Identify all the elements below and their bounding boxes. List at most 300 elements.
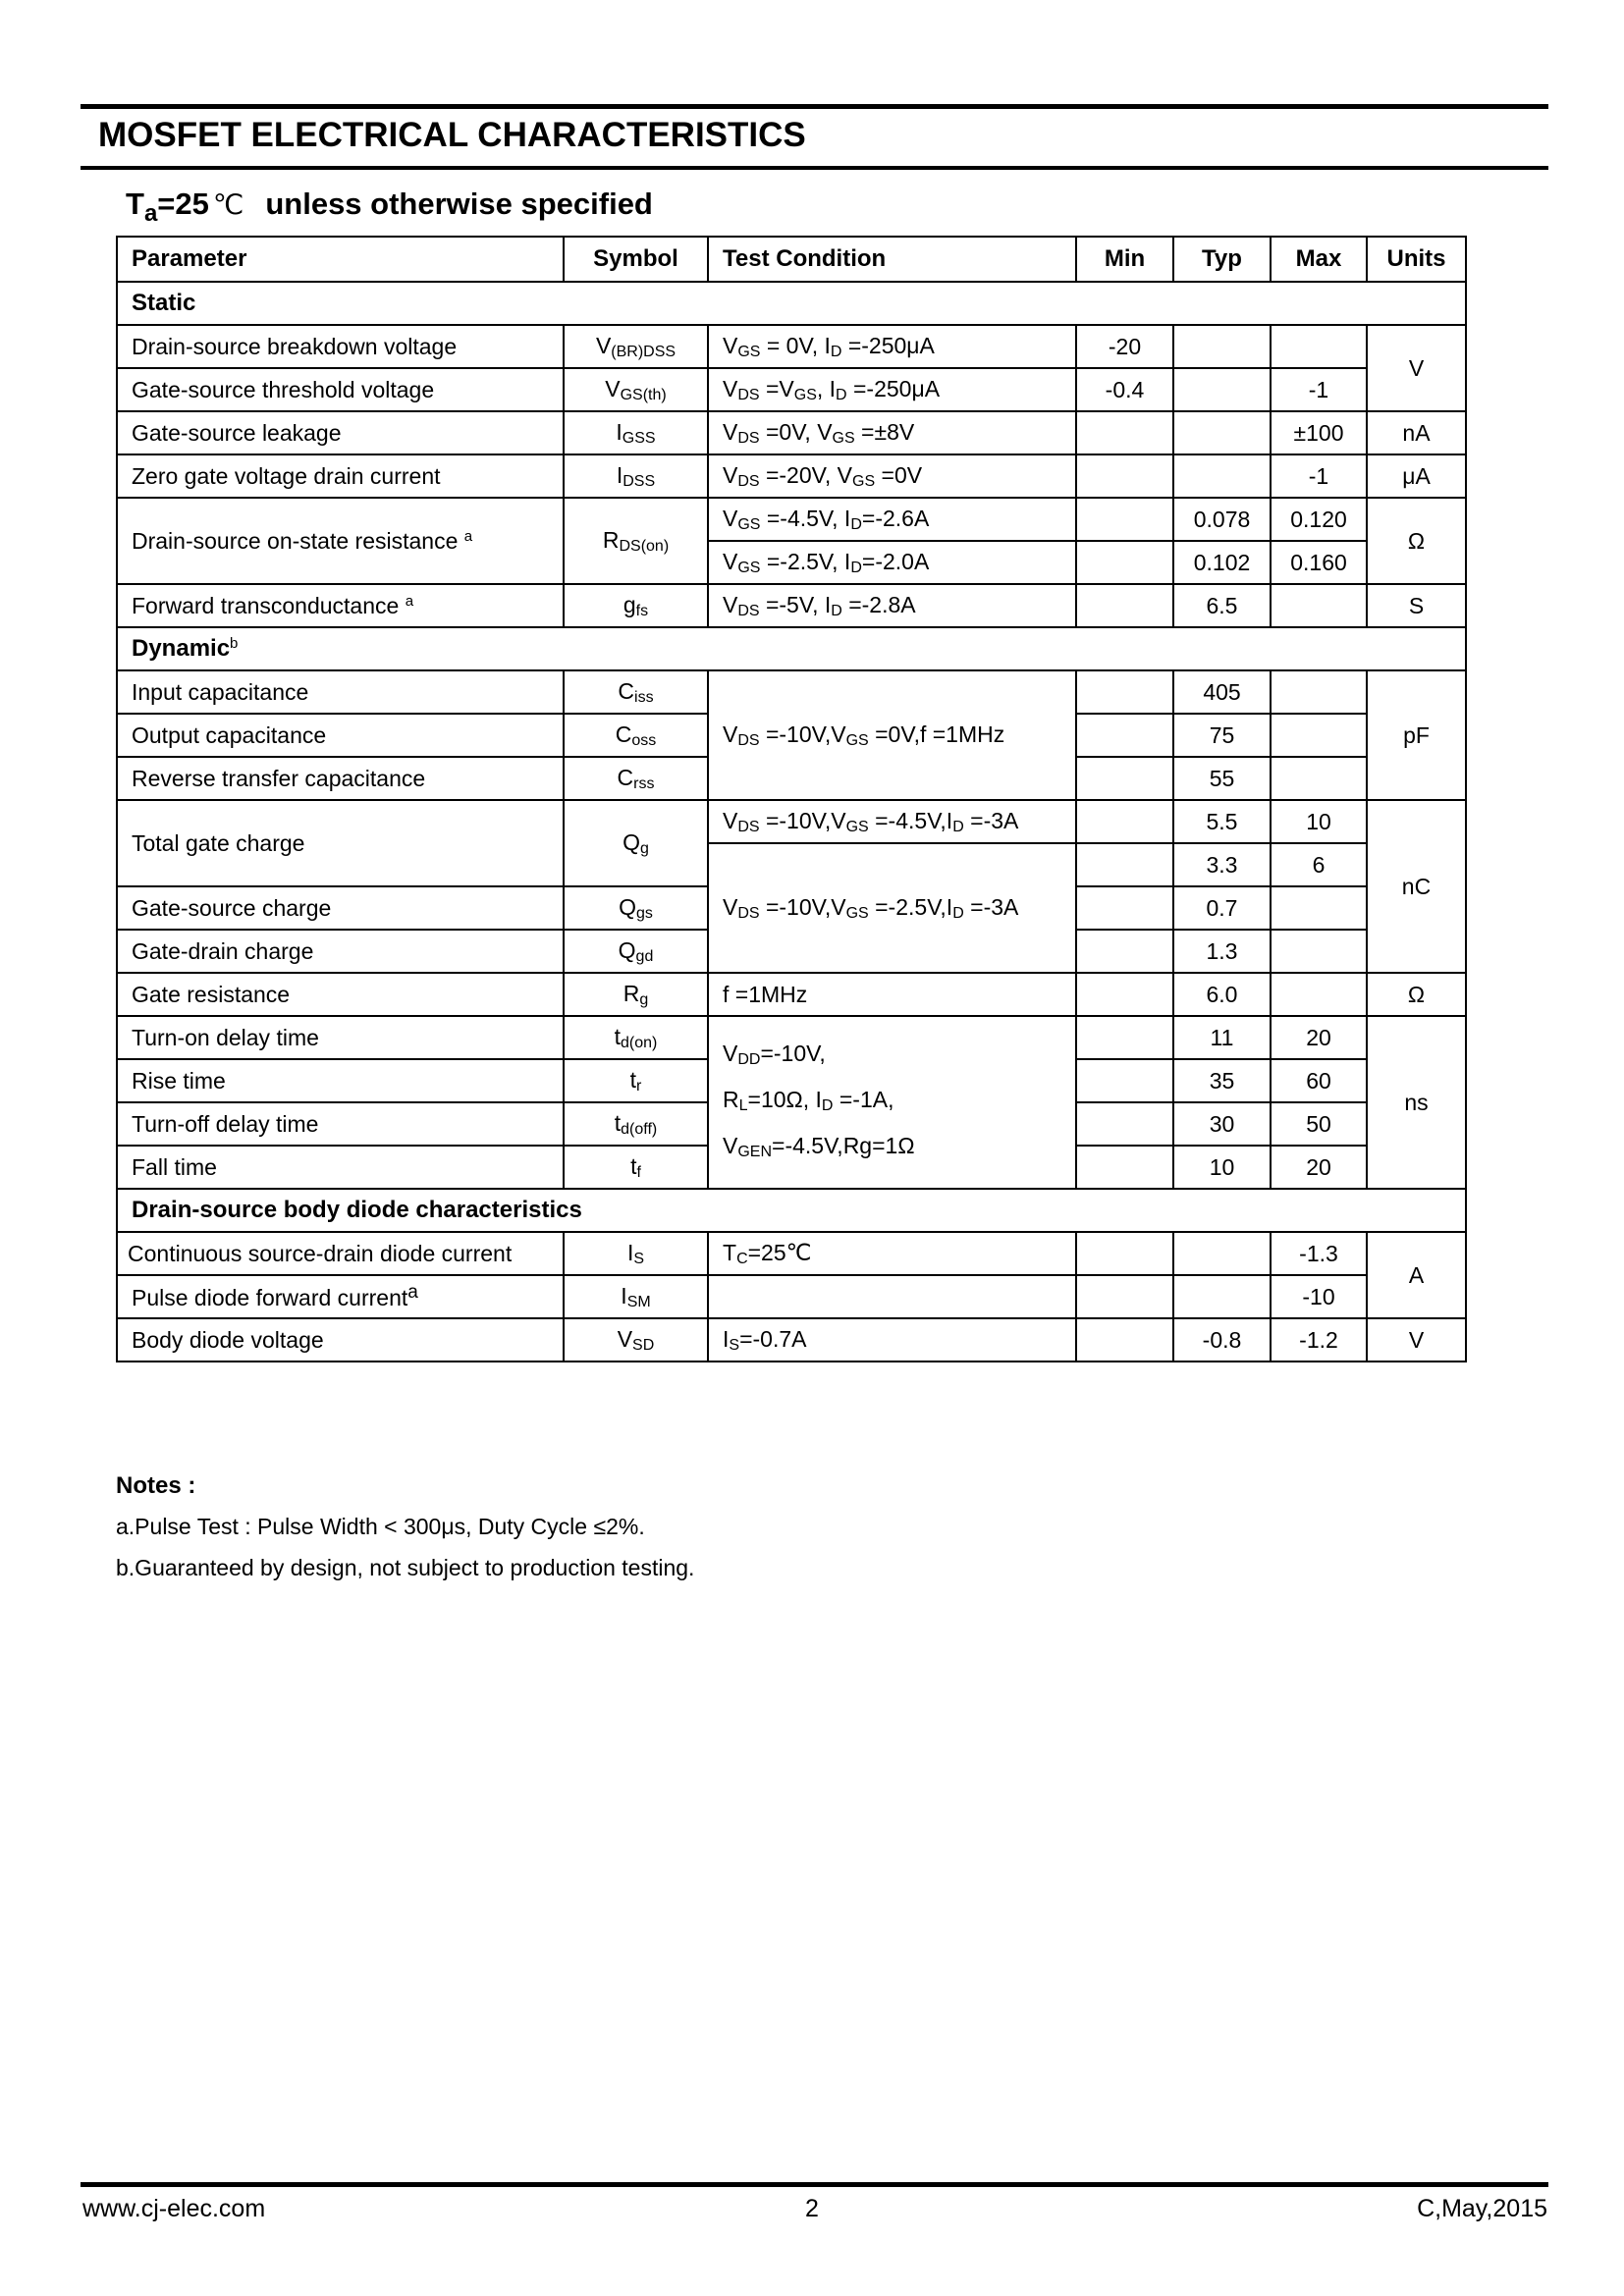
condition-text: V <box>723 893 738 920</box>
symbol-cell <box>564 886 708 930</box>
symbol-cell <box>564 714 708 757</box>
symbol-main: t <box>630 1152 637 1179</box>
typ-cell: 0.7 <box>1173 886 1271 930</box>
max-cell <box>1271 325 1367 368</box>
section-title: Drain-source body diode characteristics <box>117 1189 1466 1232</box>
param-text: Forward transconductance <box>132 592 400 618</box>
note-a: a.Pulse Test : Pulse Width < 300μs, Duty Cycle ≤2%. <box>116 1514 645 1539</box>
symbol-main: Q <box>619 893 636 920</box>
condition-cell <box>708 1275 1076 1318</box>
col-header-typ: Typ <box>1173 237 1271 282</box>
max-cell: 60 <box>1271 1059 1367 1102</box>
units-cell: pF <box>1367 670 1466 800</box>
param-cell: Gate-drain charge <box>117 930 564 973</box>
symbol-subscript: iss <box>634 688 654 706</box>
condition-subscript: S <box>729 1336 740 1354</box>
units-cell: nA <box>1367 411 1466 454</box>
condition-text: =-250μA <box>841 332 935 358</box>
notes-section <box>116 1472 694 1596</box>
min-cell <box>1076 1059 1173 1102</box>
max-cell: -1 <box>1271 454 1367 498</box>
symbol-subscript: g <box>639 839 649 857</box>
symbol-main: t <box>629 1066 637 1093</box>
units-cell: A <box>1367 1232 1466 1318</box>
max-cell <box>1271 757 1367 800</box>
condition-subscript: D <box>952 818 964 835</box>
symbol-main: Q <box>618 936 636 963</box>
min-cell <box>1076 411 1173 454</box>
param-cell: Gate resistance <box>117 973 564 1016</box>
footnote-marker: a <box>405 592 414 610</box>
condition-text: =V <box>759 375 794 401</box>
param-cell: Continuous source-drain diode current <box>117 1232 564 1275</box>
table-row <box>117 584 1466 627</box>
condition-subscript: GS <box>737 515 761 533</box>
min-cell <box>1076 670 1173 714</box>
title-underline <box>81 166 1548 170</box>
symbol-cell <box>564 368 708 411</box>
min-cell <box>1076 454 1173 498</box>
symbol-subscript: gs <box>635 904 653 922</box>
condition-text: =-10V,V <box>759 721 846 747</box>
typ-cell: 11 <box>1173 1016 1271 1059</box>
condition-line <box>723 1126 1061 1172</box>
param-cell: Gate-source leakage <box>117 411 564 454</box>
symbol-cell <box>564 1275 708 1318</box>
condition-subscript: D <box>821 1096 834 1114</box>
min-cell <box>1076 1016 1173 1059</box>
symbol-main: I <box>626 1239 634 1265</box>
typ-cell <box>1173 1275 1271 1318</box>
symbol-cell <box>564 498 708 584</box>
condition-text: V <box>723 721 738 747</box>
section-title: Static <box>117 282 1466 325</box>
table-row <box>117 800 1466 843</box>
param-text: Drain-source on-state resistance <box>132 527 459 554</box>
footer-page-number: 2 <box>805 2195 819 2222</box>
symbol-cell <box>564 1318 708 1362</box>
min-cell <box>1076 930 1173 973</box>
symbol-subscript: S <box>633 1250 645 1267</box>
condition-text: =0V, V <box>759 418 833 445</box>
condition-text: =-4.5V,Rg=1Ω <box>772 1132 915 1158</box>
condition-subscript: D <box>830 343 842 360</box>
condition-line <box>723 1034 1061 1080</box>
col-header-max: Max <box>1271 237 1367 282</box>
max-cell: 50 <box>1271 1102 1367 1146</box>
units-cell: S <box>1367 584 1466 627</box>
units-cell: μA <box>1367 454 1466 498</box>
condition-text: =-10V,V <box>759 807 846 833</box>
typ-cell: 3.3 <box>1173 843 1271 886</box>
condition-subscript: D <box>831 602 842 619</box>
symbol-subscript: rss <box>633 774 655 792</box>
param-cell: Turn-on delay time <box>117 1016 564 1059</box>
condition-subscript: D <box>952 904 964 922</box>
symbol-main: V <box>617 1325 633 1352</box>
condition-cell <box>708 670 1076 800</box>
condition-text: , I <box>816 375 837 401</box>
param-cell <box>117 498 564 584</box>
table-row <box>117 973 1466 1016</box>
typ-cell: 6.5 <box>1173 584 1271 627</box>
typ-cell: 405 <box>1173 670 1271 714</box>
section-row-dynamic <box>117 627 1466 670</box>
condition-text: =-3A <box>963 807 1019 833</box>
typ-cell <box>1173 325 1271 368</box>
condition-text: =-10V, <box>760 1040 826 1066</box>
min-cell <box>1076 843 1173 886</box>
condition-subscript: GS <box>793 386 817 403</box>
min-cell <box>1076 498 1173 541</box>
table-row <box>117 1275 1466 1318</box>
condition-text: V <box>723 332 738 358</box>
min-cell <box>1076 1102 1173 1146</box>
condition-cell <box>708 411 1076 454</box>
page-title: MOSFET ELECTRICAL CHARACTERISTICS <box>98 116 806 154</box>
condition-subscript: DS <box>737 429 760 447</box>
condition-cell <box>708 368 1076 411</box>
section-text: Dynamic <box>132 635 231 662</box>
table-row <box>117 411 1466 454</box>
condition-subscript: GS <box>845 904 869 922</box>
param-cell <box>117 1275 564 1318</box>
condition-text: V <box>723 461 738 488</box>
min-cell <box>1076 584 1173 627</box>
condition-cell <box>708 1318 1076 1362</box>
symbol-cell <box>564 411 708 454</box>
typ-cell: 10 <box>1173 1146 1271 1189</box>
units-cell: Ω <box>1367 498 1466 584</box>
typ-cell: 35 <box>1173 1059 1271 1102</box>
condition-text: V <box>723 1132 738 1158</box>
table-row <box>117 1232 1466 1275</box>
condition-subscript: DS <box>737 731 760 749</box>
param-cell <box>117 584 564 627</box>
param-cell: Body diode voltage <box>117 1318 564 1362</box>
condition-subscript: C <box>736 1250 748 1267</box>
col-header-symbol: Symbol <box>564 237 708 282</box>
min-cell <box>1076 757 1173 800</box>
temp-symbol: T <box>126 187 144 221</box>
units-cell: Ω <box>1367 973 1466 1016</box>
condition-subscript: DD <box>737 1050 761 1068</box>
max-cell: 6 <box>1271 843 1367 886</box>
condition-text: =-2.0A <box>861 548 930 574</box>
footer-website[interactable]: www.cj-elec.com <box>82 2195 266 2222</box>
symbol-cell <box>564 325 708 368</box>
condition-text: =±8V <box>854 418 915 445</box>
symbol-subscript: (BR)DSS <box>611 343 677 360</box>
condition-cell <box>708 454 1076 498</box>
condition-text: V <box>723 591 738 617</box>
condition-subscript: GEN <box>737 1143 773 1160</box>
symbol-main: C <box>615 721 632 747</box>
section-row-diode <box>117 1189 1466 1232</box>
table-row <box>117 670 1466 714</box>
symbol-main: C <box>617 764 634 790</box>
footnote-marker: a <box>407 1282 418 1303</box>
max-cell: 0.120 <box>1271 498 1367 541</box>
param-cell: Output capacitance <box>117 714 564 757</box>
condition-text: =-4.5V, I <box>760 505 851 531</box>
condition-text: =-10V,V <box>759 893 846 920</box>
col-header-min: Min <box>1076 237 1173 282</box>
min-cell <box>1076 973 1173 1016</box>
condition-subscript: D <box>850 515 862 533</box>
condition-cell <box>708 584 1076 627</box>
condition-text: R <box>723 1086 739 1112</box>
symbol-cell <box>564 757 708 800</box>
typ-cell: 0.078 <box>1173 498 1271 541</box>
condition-text: V <box>723 1040 738 1066</box>
symbol-subscript: d(off) <box>621 1120 658 1138</box>
condition-text: =-4.5V,I <box>868 807 953 833</box>
condition-text: =-0.7A <box>739 1325 807 1352</box>
param-cell: Input capacitance <box>117 670 564 714</box>
subtitle-text: unless otherwise specified <box>265 187 653 221</box>
symbol-subscript: f <box>636 1163 641 1181</box>
max-cell: -1.2 <box>1271 1318 1367 1362</box>
symbol-subscript: DS(on) <box>619 537 670 555</box>
max-cell: 10 <box>1271 800 1367 843</box>
temp-subscript: a <box>143 200 158 227</box>
condition-text: T <box>723 1239 737 1265</box>
symbol-subscript: oss <box>631 731 657 749</box>
condition-text: V <box>723 505 738 531</box>
symbol-main: V <box>605 375 621 401</box>
condition-cell <box>708 1232 1076 1275</box>
units-cell: V <box>1367 1318 1466 1362</box>
typ-cell: 1.3 <box>1173 930 1271 973</box>
footer-rule <box>81 2182 1548 2187</box>
symbol-main: V <box>595 332 612 358</box>
symbol-subscript: DSS <box>623 472 656 490</box>
condition-subscript: DS <box>737 386 760 403</box>
symbol-cell <box>564 1146 708 1189</box>
typ-cell <box>1173 368 1271 411</box>
units-cell: ns <box>1367 1016 1466 1189</box>
typ-cell: 0.102 <box>1173 541 1271 584</box>
condition-line <box>723 1080 1061 1126</box>
min-cell <box>1076 1318 1173 1362</box>
units-cell: V <box>1367 325 1466 411</box>
param-cell: Gate-source charge <box>117 886 564 930</box>
param-cell: Drain-source breakdown voltage <box>117 325 564 368</box>
param-cell: Rise time <box>117 1059 564 1102</box>
symbol-main: R <box>623 980 640 1006</box>
table-header-row <box>117 237 1466 282</box>
max-cell: -10 <box>1271 1275 1367 1318</box>
condition-subscript: DS <box>737 472 760 490</box>
condition-cell <box>708 843 1076 973</box>
table-row <box>117 368 1466 411</box>
typ-cell: 30 <box>1173 1102 1271 1146</box>
condition-subscript: GS <box>852 472 876 490</box>
condition-text: =-2.6A <box>861 505 930 531</box>
min-cell <box>1076 714 1173 757</box>
condition-subscript: D <box>850 559 862 576</box>
condition-text: V <box>723 548 738 574</box>
min-cell <box>1076 800 1173 843</box>
symbol-subscript: gd <box>635 947 654 965</box>
symbol-main: t <box>614 1109 622 1136</box>
table-row <box>117 1016 1466 1059</box>
min-cell: -20 <box>1076 325 1173 368</box>
param-cell: Total gate charge <box>117 800 564 886</box>
condition-text: =-250μA <box>846 375 941 401</box>
symbol-cell <box>564 454 708 498</box>
symbol-main: R <box>602 526 620 553</box>
max-cell: -1 <box>1271 368 1367 411</box>
symbol-cell <box>564 1232 708 1275</box>
symbol-subscript: g <box>639 990 649 1008</box>
condition-text: =-2.5V, I <box>760 548 851 574</box>
max-cell: -1.3 <box>1271 1232 1367 1275</box>
note-b: b.Guaranteed by design, not subject to production testing. <box>116 1555 695 1580</box>
symbol-subscript: SD <box>632 1336 655 1354</box>
condition-subscript: DS <box>737 602 760 619</box>
param-cell: Fall time <box>117 1146 564 1189</box>
min-cell <box>1076 1232 1173 1275</box>
symbol-main: I <box>616 461 623 488</box>
param-cell: Gate-source threshold voltage <box>117 368 564 411</box>
symbol-cell <box>564 584 708 627</box>
condition-text: =10Ω, I <box>747 1086 822 1112</box>
condition-subscript: D <box>836 386 847 403</box>
col-header-units: Units <box>1367 237 1466 282</box>
condition-text: =-20V, V <box>759 461 852 488</box>
max-cell: 0.160 <box>1271 541 1367 584</box>
param-text: Pulse diode forward current <box>132 1285 408 1310</box>
top-rule <box>81 104 1548 109</box>
condition-subscript: GS <box>845 818 869 835</box>
symbol-cell <box>564 1059 708 1102</box>
table-row <box>117 325 1466 368</box>
typ-cell <box>1173 1232 1271 1275</box>
condition-text: =0V <box>875 461 923 488</box>
min-cell <box>1076 1275 1173 1318</box>
min-cell <box>1076 541 1173 584</box>
symbol-subscript: fs <box>635 602 649 619</box>
electrical-characteristics-table <box>116 236 1467 1362</box>
symbol-subscript: SM <box>626 1293 651 1310</box>
condition-text: = 0V, I <box>760 332 831 358</box>
conditions-subtitle <box>126 187 653 228</box>
symbol-main: g <box>623 591 636 617</box>
param-cell: Reverse transfer capacitance <box>117 757 564 800</box>
max-cell: 20 <box>1271 1146 1367 1189</box>
condition-text: =-5V, I <box>759 591 832 617</box>
param-cell: Zero gate voltage drain current <box>117 454 564 498</box>
condition-subscript: L <box>738 1096 748 1114</box>
min-cell <box>1076 886 1173 930</box>
condition-subscript: GS <box>737 559 761 576</box>
condition-text: =-2.5V,I <box>868 893 953 920</box>
typ-cell <box>1173 454 1271 498</box>
typ-cell <box>1173 411 1271 454</box>
col-header-parameter: Parameter <box>117 237 564 282</box>
max-cell <box>1271 886 1367 930</box>
condition-cell <box>708 541 1076 584</box>
condition-text: =25℃ <box>747 1239 812 1265</box>
symbol-cell <box>564 930 708 973</box>
condition-cell <box>708 1016 1076 1189</box>
condition-cell <box>708 325 1076 368</box>
condition-text: V <box>723 418 738 445</box>
units-cell: nC <box>1367 800 1466 973</box>
typ-cell: 6.0 <box>1173 973 1271 1016</box>
typ-cell: 55 <box>1173 757 1271 800</box>
notes-heading: Notes : <box>116 1472 196 1499</box>
condition-text: =-3A <box>963 893 1019 920</box>
footer-revision: C,May,2015 <box>1417 2195 1547 2222</box>
symbol-main: C <box>618 677 635 704</box>
condition-cell: f =1MHz <box>708 973 1076 1016</box>
symbol-subscript: GSS <box>622 429 656 447</box>
symbol-subscript: d(on) <box>621 1034 658 1051</box>
condition-subscript: DS <box>737 818 760 835</box>
condition-text: =-2.8A <box>841 591 916 617</box>
symbol-cell <box>564 800 708 886</box>
condition-cell <box>708 498 1076 541</box>
symbol-main: I <box>621 1282 627 1308</box>
min-cell: -0.4 <box>1076 368 1173 411</box>
symbol-cell <box>564 1102 708 1146</box>
celsius-unit: ℃ <box>212 189 244 220</box>
footnote-marker: a <box>463 527 473 545</box>
symbol-main: t <box>614 1023 622 1049</box>
max-cell <box>1271 930 1367 973</box>
symbol-main: Q <box>623 828 640 855</box>
section-title <box>117 627 1466 670</box>
symbol-cell <box>564 973 708 1016</box>
max-cell <box>1271 584 1367 627</box>
condition-text: V <box>723 375 738 401</box>
condition-cell <box>708 800 1076 843</box>
temp-value: =25 <box>157 187 209 221</box>
section-row-static <box>117 282 1466 325</box>
max-cell <box>1271 973 1367 1016</box>
typ-cell: 75 <box>1173 714 1271 757</box>
condition-subscript: DS <box>737 904 760 922</box>
symbol-subscript: r <box>636 1077 642 1095</box>
condition-text: V <box>723 807 738 833</box>
typ-cell: -0.8 <box>1173 1318 1271 1362</box>
max-cell: ±100 <box>1271 411 1367 454</box>
condition-text: I <box>723 1325 730 1352</box>
max-cell: 20 <box>1271 1016 1367 1059</box>
symbol-cell <box>564 1016 708 1059</box>
max-cell <box>1271 714 1367 757</box>
condition-subscript: GS <box>832 429 855 447</box>
symbol-main: I <box>616 418 623 445</box>
condition-subscript: GS <box>845 731 869 749</box>
typ-cell: 5.5 <box>1173 800 1271 843</box>
footnote-marker: b <box>230 635 239 652</box>
symbol-subscript: GS(th) <box>620 386 667 403</box>
table-row <box>117 1318 1466 1362</box>
table-row <box>117 454 1466 498</box>
col-header-test-condition: Test Condition <box>708 237 1076 282</box>
min-cell <box>1076 1146 1173 1189</box>
condition-text: =-1A, <box>833 1086 894 1112</box>
max-cell <box>1271 670 1367 714</box>
param-cell: Turn-off delay time <box>117 1102 564 1146</box>
condition-subscript: GS <box>737 343 761 360</box>
condition-text: =0V,f =1MHz <box>868 721 1005 747</box>
table-row <box>117 498 1466 541</box>
